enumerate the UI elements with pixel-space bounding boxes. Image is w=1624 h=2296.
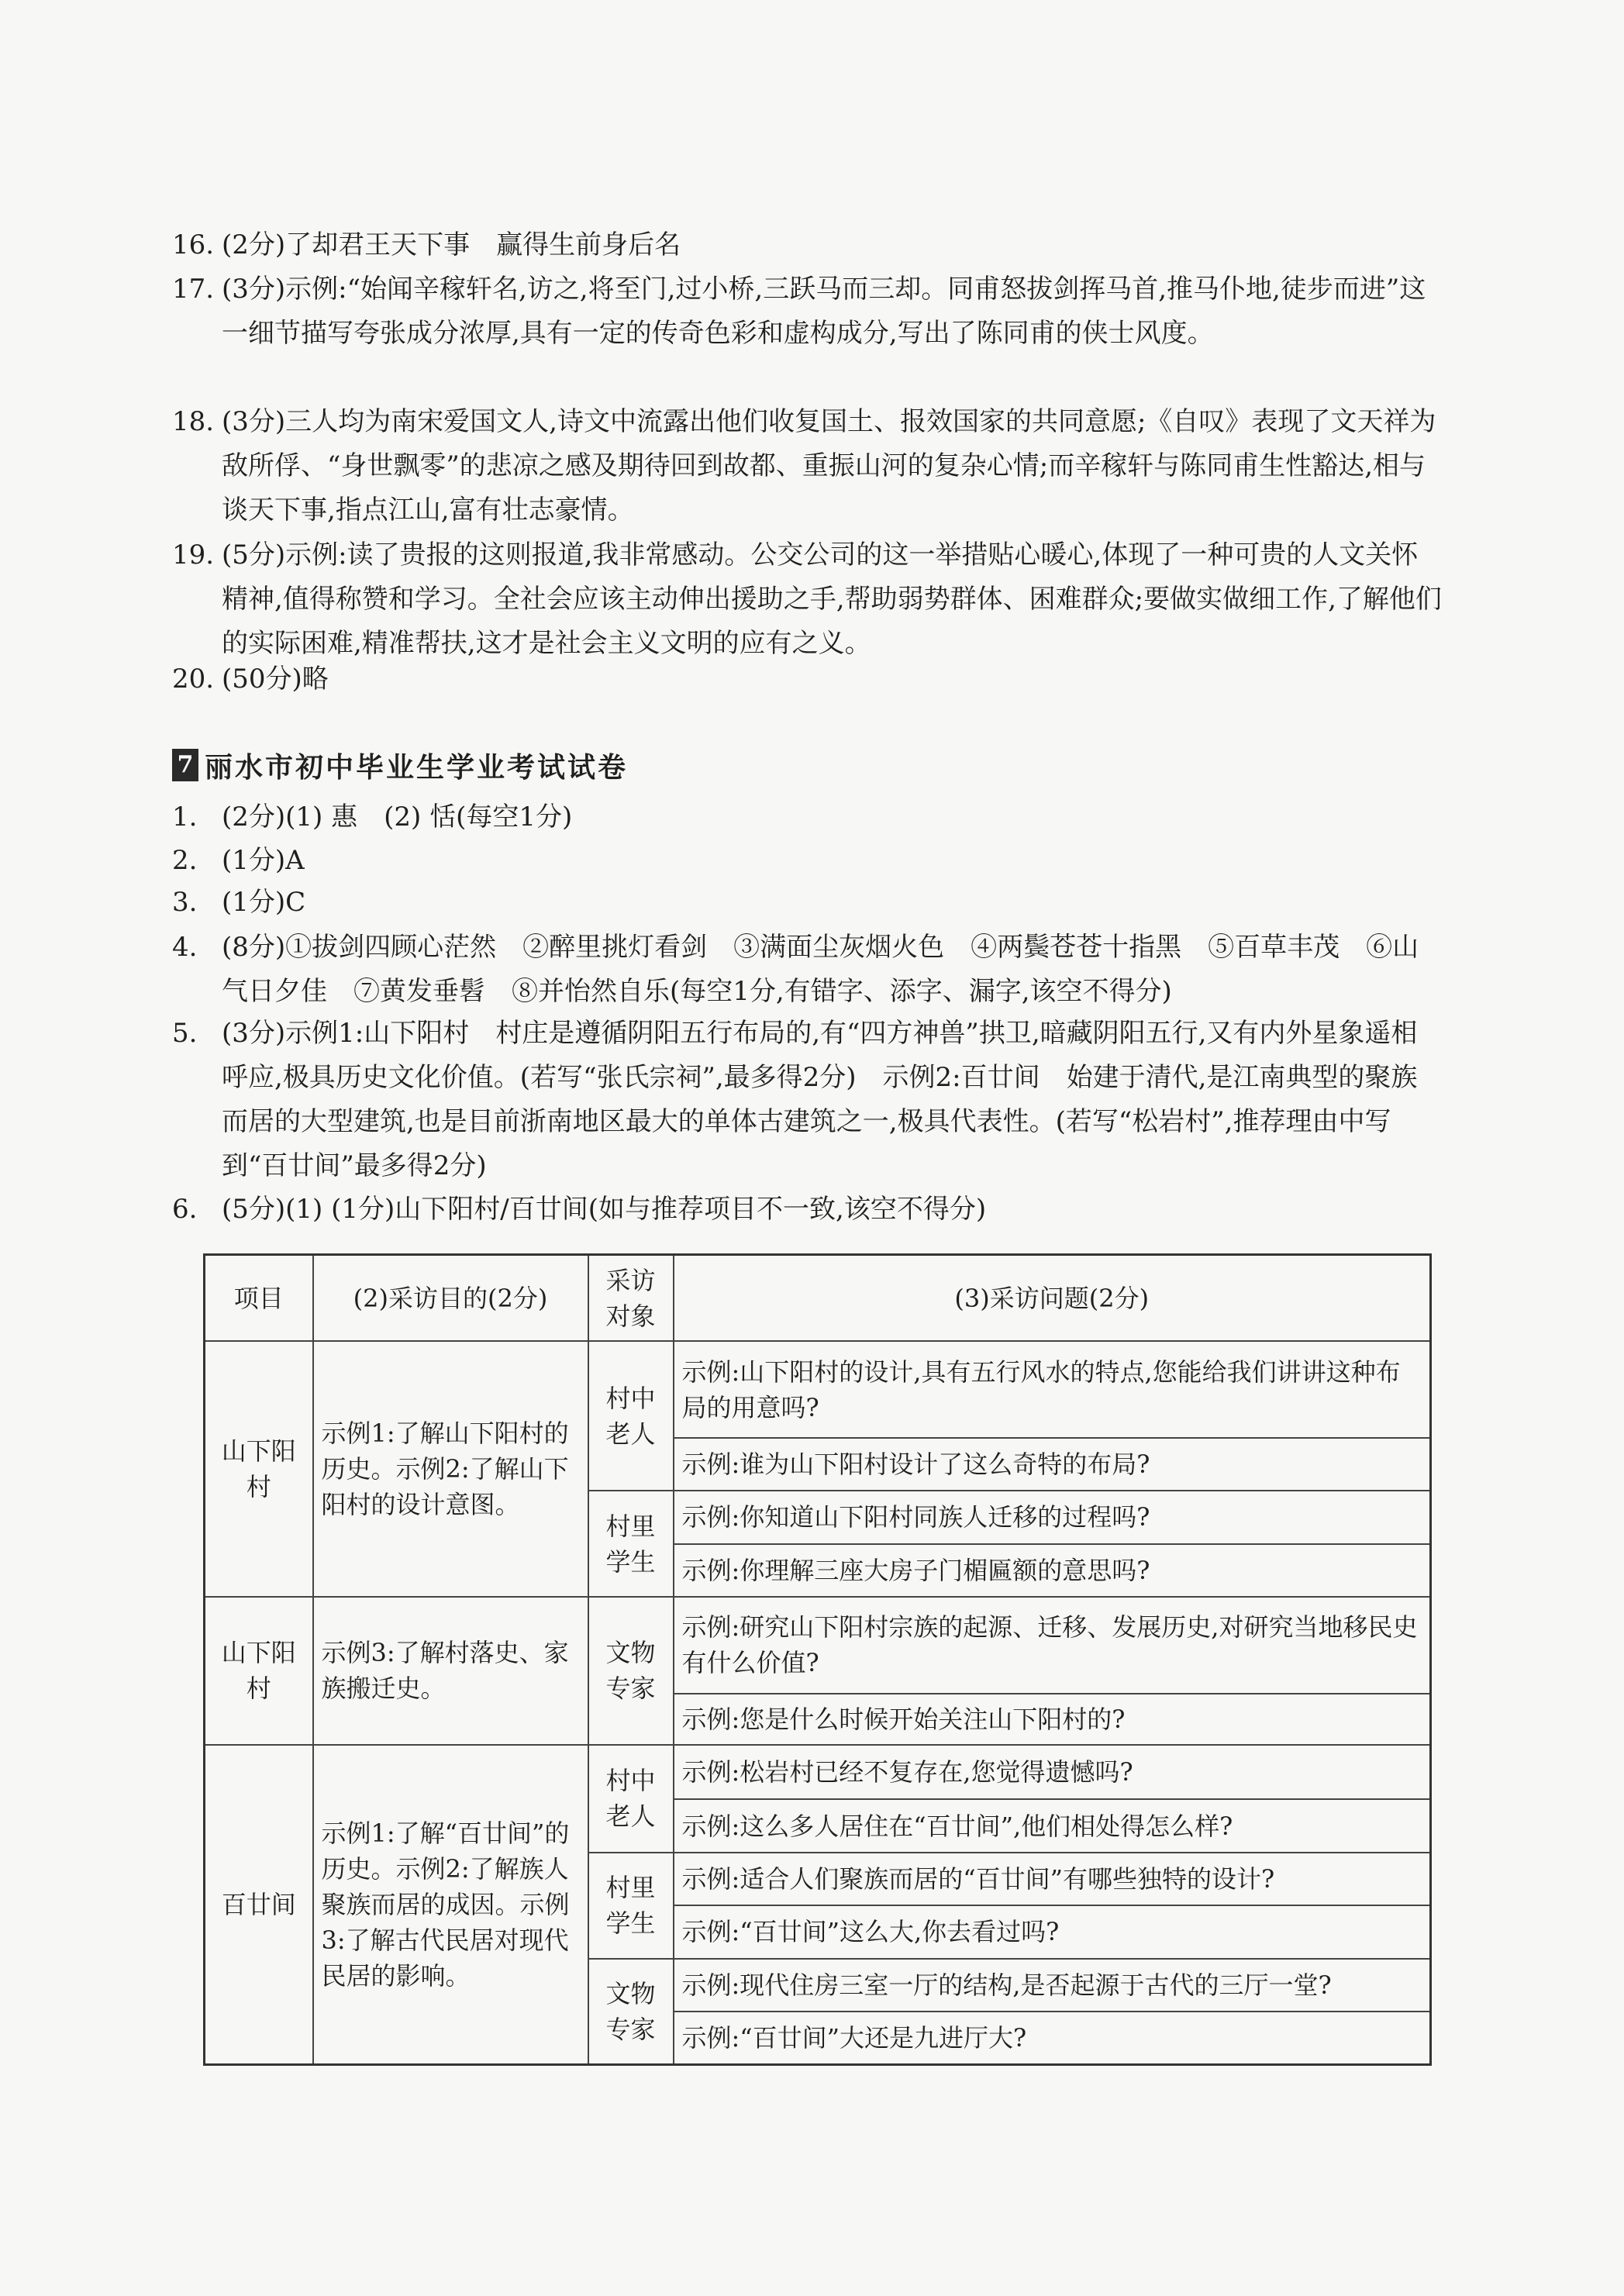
table-row [205, 1745, 1431, 1799]
project-cell: 百廿间 [205, 1745, 313, 2065]
item-number: 5. [172, 1018, 198, 1049]
item-number: 16. [172, 229, 215, 260]
section-title: 丽水市初中毕业生学业考试试卷 [205, 750, 629, 784]
section-header [172, 746, 628, 784]
question-cell: 示例:“百廿间”这么大,你去看过吗? [674, 1905, 1431, 1958]
item-number: 2. [172, 845, 198, 876]
target-cell: 村里学生 [588, 1491, 674, 1597]
item-text: (5分)示例:读了贵报的这则报道,我非常感动。公交公司的这一举措贴心暖心,体现了一种可贵的人文关怀精神,值得称赞和学习。全社会应该主动伸出援助之手,帮助弱势群体、困难群众;要做实做细工作,了解他们的实际困难,精准帮扶,这才是社会主义文明的应有之义。 [222, 540, 1442, 659]
target-cell: 文物专家 [588, 1959, 674, 2065]
header-target: 采访对象 [588, 1255, 674, 1342]
item-text: (50分)略 [222, 664, 329, 695]
question-cell: 示例:研究山下阳村宗族的起源、迁移、发展历史,对研究当地移民史有什么价值? [674, 1597, 1431, 1693]
item-text: (5分)(1) (1分)山下阳村/百廿间(如与推荐项目不一致,该空不得分) [222, 1194, 987, 1225]
item-number: 18. [172, 406, 215, 437]
header-project: 项目 [205, 1255, 313, 1342]
item-text: (3分)示例:“始闻辛稼轩名,访之,将至门,过小桥,三跃马而三却。同甫怒拔剑挥马首,推马仆地,徒步而进”这一细节描写夸张成分浓厚,具有一定的传奇色彩和虚构成分,写出了陈同甫的侠士风度。 [222, 274, 1426, 349]
project-cell: 山下阳村 [205, 1597, 313, 1745]
item-text: (3分)三人均为南宋爱国文人,诗文中流露出他们收复国土、报效国家的共同意愿;《自叹》表现了文天祥为敌所俘、“身世飘零”的悲凉之感及期待回到故都、重振山河的复杂心情;而辛稼轩与陈同甫生性豁达,相与谈天下事,指点江山,富有壮志豪情。 [222, 406, 1436, 526]
question-cell: 示例:谁为山下阳村设计了这么奇特的布局? [674, 1438, 1431, 1491]
question-cell: 示例:您是什么时候开始关注山下阳村的? [674, 1694, 1431, 1745]
answer-item-16 [172, 223, 1443, 267]
answer-item-6 [172, 1188, 1443, 1232]
question-cell: 示例:你理解三座大房子门楣匾额的意思吗? [674, 1544, 1431, 1597]
item-text: (3分)示例1:山下阳村 村庄是遵循阴阳五行布局的,有“四方神兽”拱卫,暗藏阴阳五行,又有内外星象遥相呼应,极具历史文化价值。(若写“张氏宗祠”,最多得2分) 示例2:百廿间 始建于清代,是江南典型的聚族而居的大型建筑,也是目前浙南地区最大的单体古建筑之一,极具代表性。(若写“松岩村”,推荐理由中写到“百廿间”最多得2分) [222, 1018, 1418, 1181]
table-row [205, 1341, 1431, 1437]
item-text: (1分)A [222, 845, 305, 876]
question-cell: 示例:“百廿间”大还是九进厅大? [674, 2012, 1431, 2064]
answer-item-20 [172, 657, 1443, 702]
interview-plan-table [203, 1253, 1432, 2066]
item-number: 17. [172, 274, 215, 305]
question-cell: 示例:你知道山下阳村同族人迁移的过程吗? [674, 1491, 1431, 1543]
purpose-cell: 示例1:了解“百廿间”的历史。示例2:了解族人聚族而居的成因。示例3:了解古代民居对现代民居的影响。 [313, 1745, 588, 2065]
purpose-cell: 示例3:了解村落史、家族搬迁史。 [313, 1597, 588, 1745]
item-text: (8分)①拔剑四顾心茫然 ②醉里挑灯看剑 ③满面尘灰烟火色 ④两鬓苍苍十指黑 ⑤百草丰茂 ⑥山气日夕佳 ⑦黄发垂髫 ⑧并怡然自乐(每空1分,有错字、添字、漏字,该空不得分) [222, 932, 1419, 1007]
item-text: (2分)(1) 惠 (2) 恬(每空1分) [222, 802, 573, 833]
header-purpose: (2)采访目的(2分) [313, 1255, 588, 1342]
item-number: 19. [172, 540, 215, 571]
project-cell: 山下阳村 [205, 1341, 313, 1597]
header-question: (3)采访问题(2分) [674, 1255, 1431, 1342]
answer-item-17 [172, 267, 1443, 356]
item-number: 3. [172, 887, 198, 918]
item-text: (2分)了却君王天下事 赢得生前身后名 [222, 229, 681, 260]
answer-item-4 [172, 926, 1443, 1014]
item-number: 6. [172, 1194, 198, 1225]
item-number: 20. [172, 664, 215, 695]
answer-item-5 [172, 1012, 1443, 1188]
section-number-badge: 7 [172, 749, 198, 781]
item-number: 1. [172, 802, 198, 833]
target-cell: 文物专家 [588, 1597, 674, 1745]
question-cell: 示例:山下阳村的设计,具有五行风水的特点,您能给我们讲讲这种布局的用意吗? [674, 1341, 1431, 1437]
item-number: 4. [172, 932, 198, 963]
table-header-row [205, 1255, 1431, 1342]
answer-item-2 [172, 839, 1443, 883]
question-cell: 示例:现代住房三室一厅的结构,是否起源于古代的三厅一堂? [674, 1959, 1431, 2012]
target-cell: 村中老人 [588, 1341, 674, 1491]
answer-item-3 [172, 881, 1443, 925]
answer-item-18 [172, 400, 1443, 533]
question-cell: 示例:适合人们聚族而居的“百廿间”有哪些独特的设计? [674, 1853, 1431, 1905]
table-row [205, 1597, 1431, 1693]
target-cell: 村中老人 [588, 1745, 674, 1853]
answer-item-19 [172, 533, 1443, 666]
purpose-cell: 示例1:了解山下阳村的历史。示例2:了解山下阳村的设计意图。 [313, 1341, 588, 1597]
question-cell: 示例:松岩村已经不复存在,您觉得遗憾吗? [674, 1745, 1431, 1799]
item-text: (1分)C [222, 887, 306, 918]
target-cell: 村里学生 [588, 1853, 674, 1959]
answer-item-1 [172, 795, 1443, 839]
question-cell: 示例:这么多人居住在“百廿间”,他们相处得怎么样? [674, 1799, 1431, 1852]
